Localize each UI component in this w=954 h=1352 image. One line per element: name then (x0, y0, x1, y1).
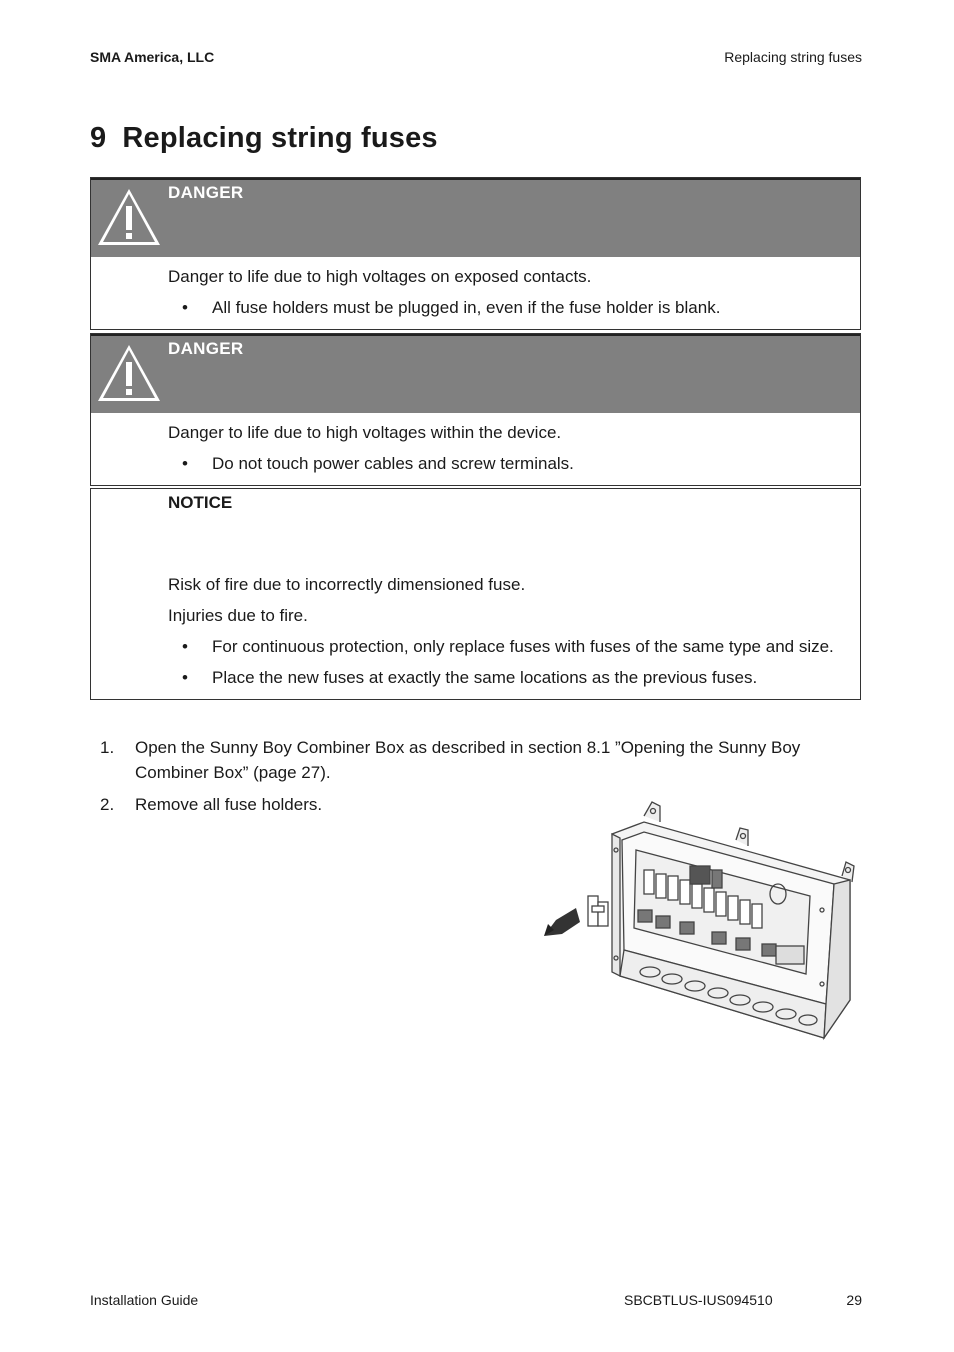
danger-box-2 (90, 333, 861, 486)
hazard-text: Danger to life due to high voltages within the device. (168, 423, 562, 442)
arrow-left-icon (544, 908, 580, 936)
chapter-title: Replacing string fuses (122, 122, 438, 154)
notice-text: Risk of fire due to incorrectly dimensioned fuse. (168, 575, 526, 594)
header-section: Replacing string fuses (724, 49, 862, 65)
list-item: • For continuous protection, only replace fuses with fuses of the same type and size. (182, 637, 834, 656)
notice-text: Injuries due to fire. (168, 606, 308, 625)
danger-bar (91, 178, 860, 257)
header-company: SMA America, LLC (90, 49, 215, 65)
hazard-text: Danger to life due to high voltages on exposed contacts. (168, 267, 592, 286)
list-item: • Do not touch power cables and screw terminals. (182, 454, 574, 473)
chapter-number: 9 (90, 122, 107, 154)
list-item: • Place the new fuses at exactly the same locations as the previous fuses. (182, 668, 758, 687)
signal-word: DANGER (168, 339, 244, 358)
page-number: 29 (846, 1292, 862, 1308)
notice-box (90, 488, 861, 700)
signal-word: DANGER (168, 183, 244, 202)
signal-word: NOTICE (168, 493, 233, 512)
footer-doc: Installation Guide (90, 1292, 199, 1308)
warning-triangle-icon (95, 342, 163, 404)
footer-code: SBCBTLUS-IUS094510 (624, 1292, 773, 1308)
danger-bar (91, 334, 860, 413)
warning-triangle-icon (95, 186, 163, 248)
danger-box-1 (90, 177, 861, 330)
page-title (90, 122, 438, 155)
step-item: 2. Remove all fuse holders. (100, 795, 323, 814)
step-item: 1. Open the Sunny Boy Combiner Box as described in section 8.1 ”Opening the Sunny Boy Combiner Box” (page 27). (100, 738, 801, 782)
list-item: • All fuse holders must be plugged in, even if the fuse holder is blank. (182, 298, 721, 317)
combiner-box-illustration (540, 798, 860, 1043)
